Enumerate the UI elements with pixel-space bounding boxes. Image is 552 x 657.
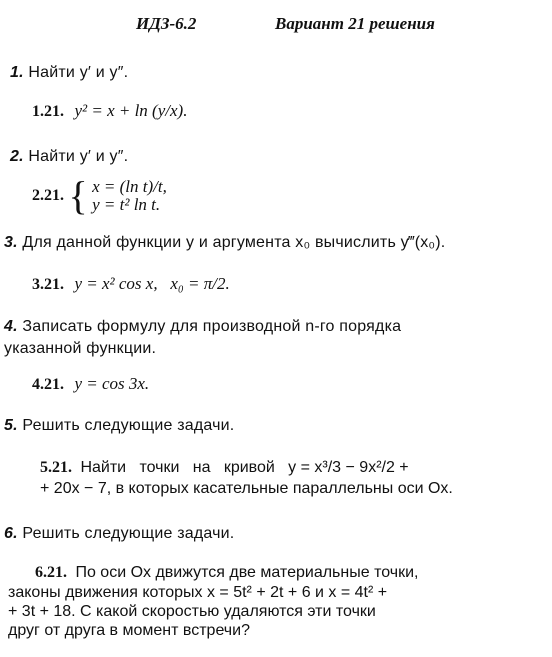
problem-6-21-line-4: друг от друга в момент встречи? bbox=[8, 622, 250, 639]
section-5-heading bbox=[4, 417, 234, 435]
problem-label: 5.21. bbox=[40, 459, 72, 476]
problem-formula: y = x² cos x, x₀ = π/2. bbox=[74, 274, 230, 293]
problem-label: 4.21. bbox=[32, 376, 64, 393]
problem-5-21-line-2: + 20x − 7, в которых касательные параллельны оси Ox. bbox=[40, 480, 453, 497]
problem-3-21 bbox=[32, 274, 230, 294]
section-number: 4. bbox=[4, 318, 18, 335]
section-text: Решить следующие задачи. bbox=[22, 525, 235, 542]
section-4-heading bbox=[4, 318, 401, 336]
section-text: Решить следующие задачи. bbox=[22, 417, 235, 434]
section-4-heading-line-2: указанной функции. bbox=[4, 340, 157, 357]
problem-text-line-1: По оси Ox движутся две материальные точки, bbox=[75, 564, 419, 581]
problem-5-21 bbox=[40, 459, 409, 477]
page-title: ИДЗ-6.2 bbox=[136, 14, 197, 33]
system-brace: { bbox=[68, 173, 88, 218]
section-3-heading bbox=[4, 234, 445, 252]
problem-6-21 bbox=[35, 564, 418, 582]
system-equation-2: y = t² ln t. bbox=[92, 195, 161, 214]
problem-label: 6.21. bbox=[35, 564, 67, 581]
section-text: Для данной функции y и аргумента x₀ вычислить y‴(x₀). bbox=[22, 234, 446, 251]
system-equation-1: x = (ln t)/t, bbox=[92, 177, 167, 196]
problem-6-21-line-3: + 3t + 18. С какой скоростью удаляются эти точки bbox=[8, 603, 376, 620]
variant-label: Вариант 21 решения bbox=[275, 14, 435, 33]
section-text: Найти y′ и y″. bbox=[28, 64, 129, 81]
section-text-line-1: Записать формулу для производной n-го порядка bbox=[22, 318, 402, 335]
section-number: 3. bbox=[4, 234, 18, 251]
section-2-heading bbox=[10, 148, 128, 166]
problem-formula: y² = x + ln (y/x). bbox=[74, 101, 188, 120]
problem-formula: y = cos 3x. bbox=[74, 374, 150, 393]
section-text: Найти y′ и y″. bbox=[28, 148, 129, 165]
section-1-heading bbox=[10, 64, 128, 82]
problem-6-21-line-2: законы движения которых x = 5t² + 2t + 6 и x = 4t² + bbox=[8, 584, 388, 601]
problem-2-21 bbox=[32, 173, 167, 218]
problem-4-21 bbox=[32, 374, 149, 394]
problem-label: 2.21. bbox=[32, 187, 64, 204]
equation-system bbox=[92, 178, 167, 214]
section-number: 1. bbox=[10, 64, 24, 81]
section-6-heading bbox=[4, 525, 234, 543]
problem-label: 1.21. bbox=[32, 103, 64, 120]
section-number: 6. bbox=[4, 525, 18, 542]
problem-1-21 bbox=[32, 101, 187, 121]
problem-text-line-1: Найти точки на кривой y = x³/3 − 9x²/2 + bbox=[80, 459, 409, 476]
section-number: 5. bbox=[4, 417, 18, 434]
section-number: 2. bbox=[10, 148, 24, 165]
problem-label: 3.21. bbox=[32, 276, 64, 293]
